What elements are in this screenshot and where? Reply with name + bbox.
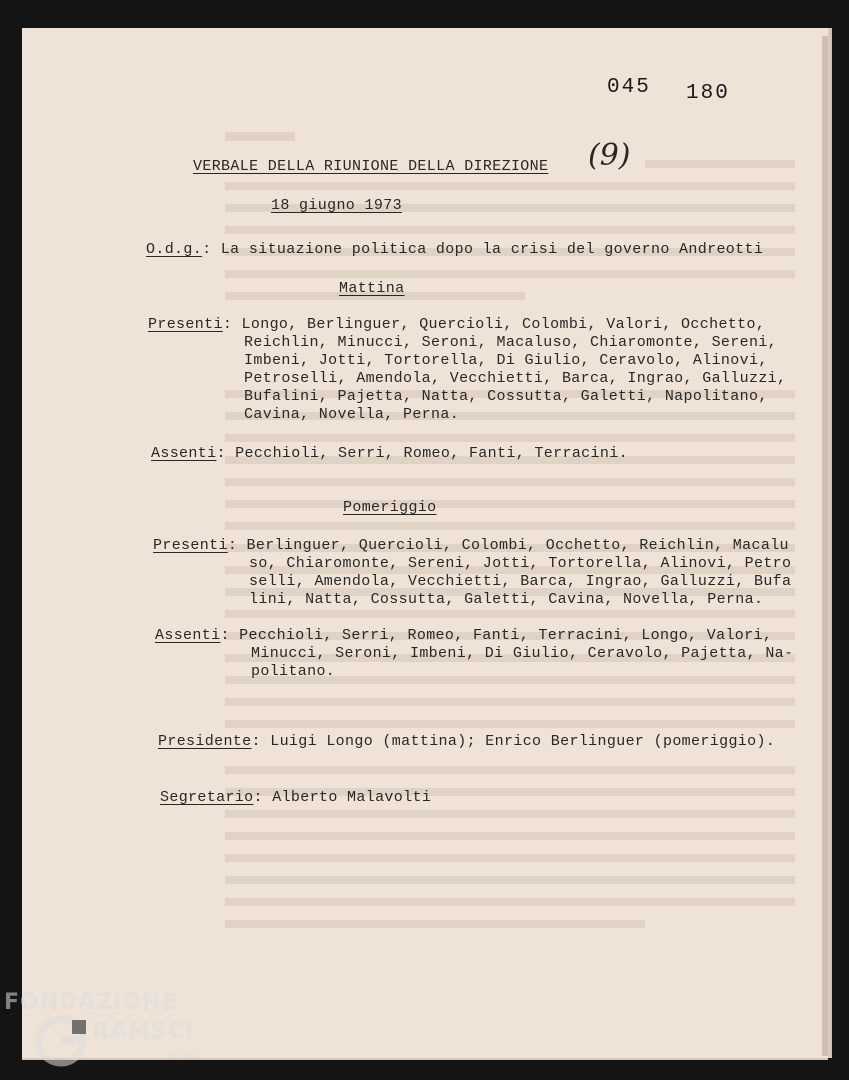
morning-absent-line-1: : Pecchioli, Serri, Romeo, Fanti, Terracini. (216, 445, 628, 462)
morning-present-list (244, 334, 786, 424)
page-edge (822, 36, 828, 1056)
agenda-line (146, 241, 763, 258)
afternoon-heading: Pomeriggio (343, 499, 437, 516)
afternoon-present-list (249, 555, 791, 609)
morning-present-line-4: Petroselli, Amendola, Vecchietti, Barca, Ingrao, Galluzzi, (244, 370, 787, 387)
afternoon-present-line-2: so, Chiaromonte, Sereni, Jotti, Tortorella, Alinovi, Petro (249, 555, 792, 572)
morning-absent-label: Assenti (151, 445, 217, 462)
afternoon-present-label: Presenti (153, 537, 228, 554)
afternoon-absent-line-3: politano. (251, 663, 336, 680)
afternoon-absent-label: Assenti (155, 627, 221, 644)
morning-absent-row (151, 445, 628, 462)
page-number-second: 180 (686, 82, 730, 105)
document-date: 18 giugno 1973 (271, 197, 402, 214)
watermark-suffix: onlus (170, 1048, 200, 1061)
handwritten-annotation: (9) (588, 138, 631, 173)
president-text: : Luigi Longo (mattina); Enrico Berlinguer (pomeriggio). (251, 733, 776, 750)
afternoon-absent-list (251, 645, 793, 681)
morning-present-line-5: Bufalini, Pajetta, Natta, Cossutta, Galetti, Napolitano, (244, 388, 768, 405)
afternoon-present-label-row (153, 537, 789, 554)
document-title: VERBALE DELLA RIUNIONE DELLA DIREZIONE (193, 158, 549, 175)
agenda-text: : La situazione politica dopo la crisi del governo Andreotti (202, 241, 764, 258)
morning-present-line-6: Cavina, Novella, Perna. (244, 406, 460, 423)
afternoon-absent-row (155, 627, 772, 644)
secretary-label: Segretario (160, 789, 254, 806)
watermark-line-1: FONDAZIONE (4, 990, 178, 1015)
morning-present-line-2: Reichlin, Minucci, Seroni, Macaluso, Chiaromonte, Sereni, (244, 334, 778, 351)
morning-present-line-1: : Longo, Berlinguer, Quercioli, Colombi, Valori, Occhetto, (222, 316, 766, 333)
afternoon-absent-line-2: Minucci, Seroni, Imbeni, Di Giulio, Ceravolo, Pajetta, Na- (251, 645, 794, 662)
page-number-first: 045 (607, 76, 651, 99)
morning-present-label-row (148, 316, 765, 333)
president-row (158, 733, 775, 750)
president-label: Presidente (158, 733, 252, 750)
morning-heading: Mattina (339, 280, 405, 297)
agenda-label: O.d.g. (146, 241, 203, 258)
afternoon-present-line-1: : Berlinguer, Quercioli, Colombi, Occhetto, Reichlin, Macalu (227, 537, 789, 554)
watermark-g-logo-icon (34, 1014, 88, 1068)
afternoon-absent-line-1: : Pecchioli, Serri, Romeo, Fanti, Terracini, Longo, Valori, (220, 627, 773, 644)
watermark-line-2: RAMSCI (92, 1019, 195, 1044)
secretary-text: : Alberto Malavolti (253, 789, 432, 806)
afternoon-present-line-4: lini, Natta, Cossutta, Galetti, Cavina, Novella, Perna. (249, 591, 764, 608)
morning-present-line-3: Imbeni, Jotti, Tortorella, Di Giulio, Ceravolo, Alinovi, (244, 352, 768, 369)
secretary-row (160, 789, 431, 806)
afternoon-present-line-3: selli, Amendola, Vecchietti, Barca, Ingrao, Galluzzi, Bufa (249, 573, 792, 590)
morning-present-label: Presenti (148, 316, 223, 333)
